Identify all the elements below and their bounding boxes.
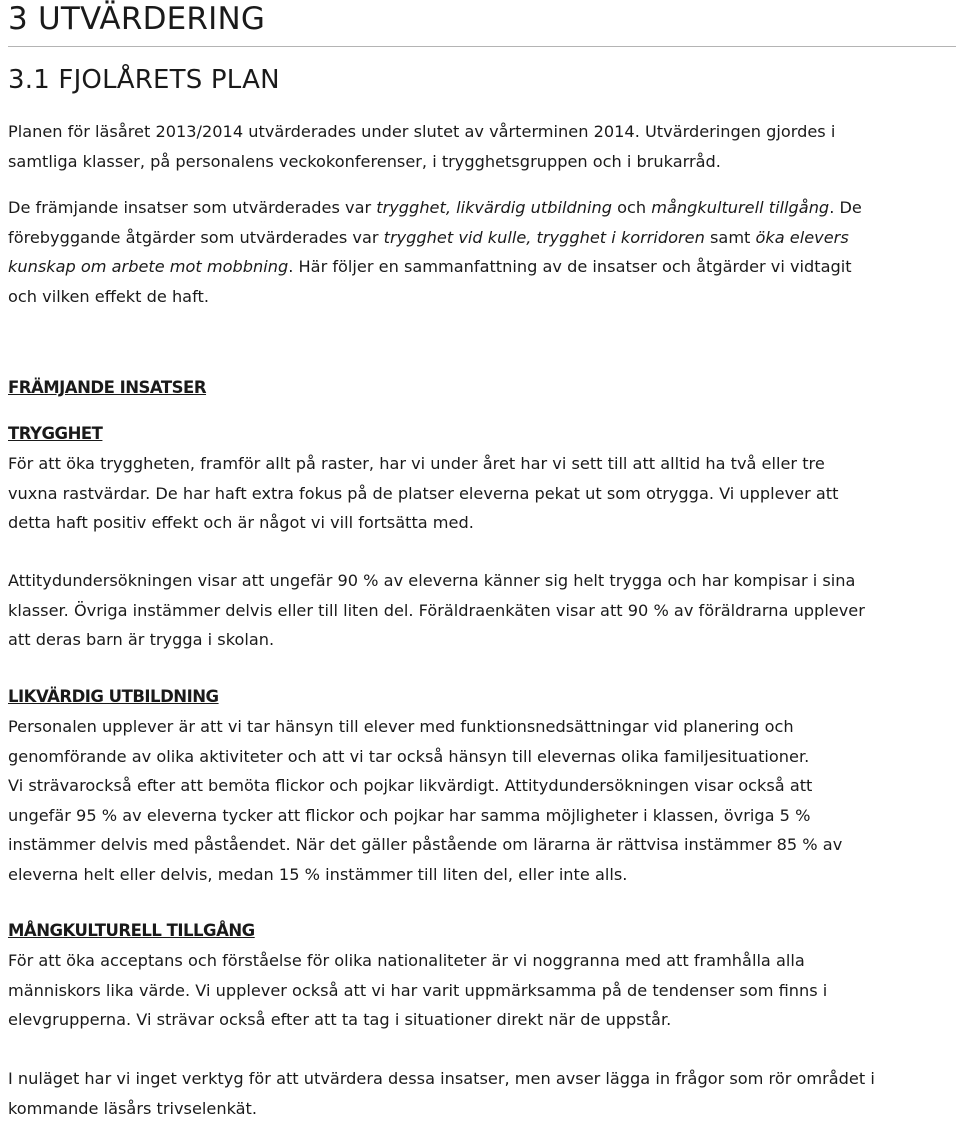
text: samt [705, 228, 756, 247]
trygghet-line-1: För att öka tryggheten, framför allt på raster, har vi under året har vi sett till att alltid ha två eller tre [8, 449, 956, 479]
mangkulturell-line-1: För att öka acceptans och förståelse för olika nationaliteter är vi noggranna med att framhålla alla [8, 946, 956, 976]
italic-text: trygghet, likvärdig utbildning [376, 198, 612, 217]
likvardig-line-1: Personalen upplever är att vi tar hänsyn till elever med funktionsnedsättningar vid planering och [8, 712, 956, 742]
trygghet-p2-line-1: Attitydundersökningen visar att ungefär 90 % av eleverna känner sig helt trygga och har kompisar i sina [8, 566, 956, 596]
text: . Här följer en sammanfattning av de insatser och åtgärder vi vidtagit [288, 257, 851, 276]
trygghet-p2-line-3: att deras barn är trygga i skolan. [8, 625, 956, 655]
evaluated-paragraph [8, 193, 956, 311]
italic-text: mångkulturell tillgång [651, 198, 829, 217]
likvardig-line-2: genomförande av olika aktiviteter och att vi tar också hänsyn till elevernas olika familjesituationer. [8, 742, 956, 772]
mangkulturell-line-2: människors lika värde. Vi upplever också att vi har varit uppmärksamma på de tendenser som finns i [8, 976, 956, 1006]
section-heading: 3.1 FJOLÅRETS PLAN [8, 63, 280, 97]
subheading-likvardig: LIKVÄRDIG UTBILDNING [8, 685, 219, 709]
intro-line-1: Planen för läsåret 2013/2014 utvärderades under slutet av vårterminen 2014. Utvärderingen gjordes i [8, 117, 956, 147]
text: De främjande insatser som utvärderades var [8, 198, 376, 217]
section-title-framjande: FRÄMJANDE INSATSER [8, 376, 206, 400]
likvardig-line-3: Vi strävarockså efter att bemöta flickor och pojkar likvärdigt. Attitydundersökningen visar också att [8, 771, 956, 801]
likvardig-line-5: instämmer delvis med påståendet. När det gäller påstående om lärarna är rättvisa instämmer 85 % av [8, 830, 956, 860]
text: förebyggande åtgärder som utvärderades var [8, 228, 384, 247]
italic-text: kunskap om arbete mot mobbning [8, 257, 288, 276]
trygghet-paragraph-1 [8, 449, 956, 538]
trygghet-p2-line-2: klasser. Övriga instämmer delvis eller till liten del. Föräldraenkäten visar att 90 % av föräldrarna upplever [8, 596, 956, 626]
evaluated-line-3 [8, 252, 956, 282]
evaluated-line-4: och vilken effekt de haft. [8, 282, 956, 312]
mangkulturell-line-3: elevgrupperna. Vi strävar också efter att ta tag i situationer direkt när de uppstår. [8, 1005, 956, 1035]
evaluated-line-1 [8, 193, 956, 223]
likvardig-line-6: eleverna helt eller delvis, medan 15 % instämmer till liten del, eller inte alls. [8, 860, 956, 890]
evaluated-line-2 [8, 223, 956, 253]
closing-line-1: I nuläget har vi inget verktyg för att utvärdera dessa insatser, men avser lägga in frågor som rör området i [8, 1064, 956, 1094]
italic-text: öka elevers [756, 228, 849, 247]
chapter-heading: 3 UTVÄRDERING [8, 0, 956, 47]
italic-text: trygghet vid kulle, trygghet i korridoren [384, 228, 705, 247]
trygghet-paragraph-2 [8, 566, 956, 655]
trygghet-line-2: vuxna rastvärdar. De har haft extra fokus på de platser eleverna pekat ut som otrygga. Vi upplever att [8, 479, 956, 509]
text: och [612, 198, 651, 217]
mangkulturell-paragraph [8, 946, 956, 1035]
subheading-trygghet: TRYGGHET [8, 422, 102, 446]
intro-line-2: samtliga klasser, på personalens veckokonferenser, i trygghetsgruppen och i brukarråd. [8, 147, 956, 177]
closing-line-2: kommande läsårs trivselenkät. [8, 1094, 956, 1123]
likvardig-paragraph [8, 712, 956, 889]
trygghet-line-3: detta haft positiv effekt och är något vi vill fortsätta med. [8, 508, 956, 538]
closing-paragraph [8, 1064, 956, 1123]
subheading-mangkulturell: MÅNGKULTURELL TILLGÅNG [8, 919, 255, 943]
likvardig-line-4: ungefär 95 % av eleverna tycker att flickor och pojkar har samma möjligheter i klassen, övriga 5 % [8, 801, 956, 831]
text: . De [829, 198, 862, 217]
intro-paragraph [8, 117, 956, 176]
